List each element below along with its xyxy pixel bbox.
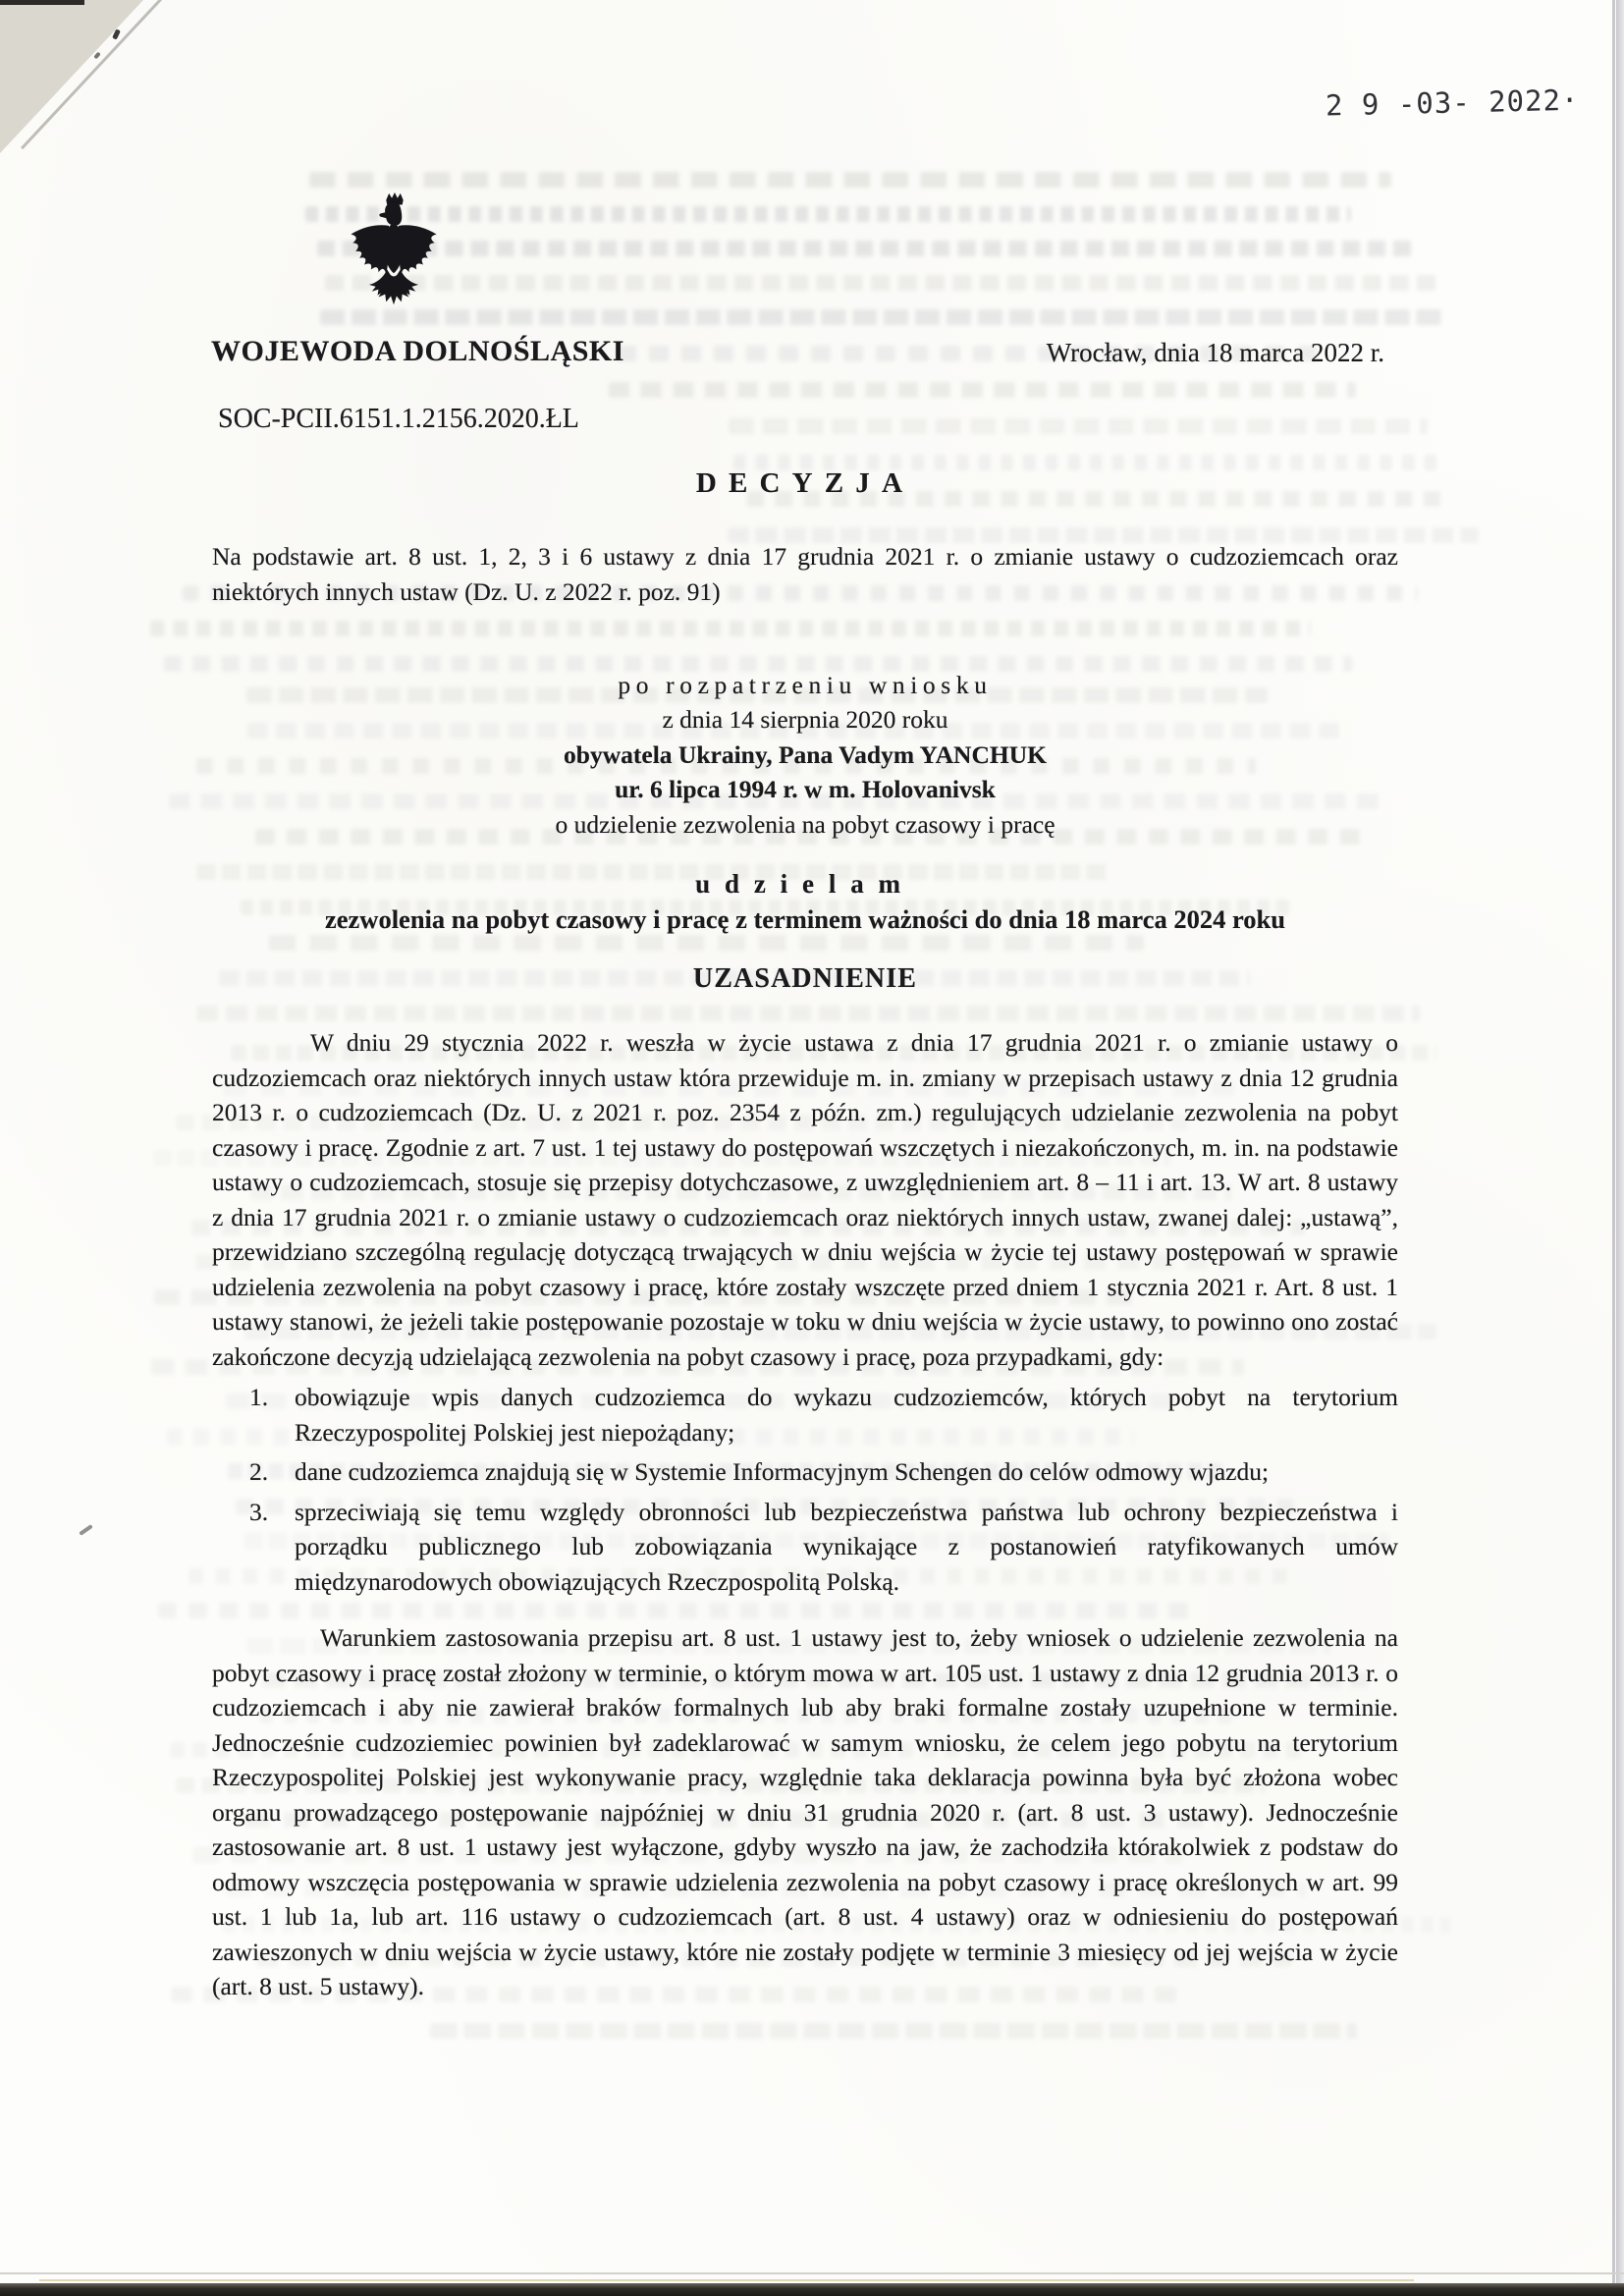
bleed-through-artifact: [150, 621, 1311, 636]
bleed-through-artifact: [729, 418, 1428, 434]
bleed-through-artifact: [196, 1006, 1421, 1021]
scan-bottom-line-artifact: [0, 2272, 1624, 2274]
document-title: DECYZJA: [695, 467, 915, 499]
condition-item-2: dane cudzoziemca znajdują się w Systemie Informacyjnym Schengen do celów odmowy wjazdu;: [295, 1457, 1270, 1486]
bleed-through-artifact: [317, 241, 1414, 256]
scan-corner-backing-artifact: [0, 0, 147, 155]
applicant-name: obywatela Ukrainy, Pana Vadym YANCHUK: [564, 739, 1047, 769]
consideration-intro: po rozpatrzeniu wniosku: [618, 671, 993, 699]
scan-right-edge-artifact: [1616, 0, 1624, 2296]
scan-bottom-gold-line-artifact: [39, 2279, 1414, 2281]
ruling-verb: udzielam: [695, 869, 915, 899]
conditions-list: [212, 1380, 1398, 1599]
received-date-stamp: 2 9 -03- 2022·: [1325, 82, 1580, 123]
consideration-block: [212, 668, 1398, 842]
bleed-through-artifact: [305, 206, 1351, 222]
condition-item-3: sprzeciwiają się temu względy obronności lub bezpieczeństwa państwa lub ochrony bezpieczeństwa i porządku publicznego lub zobowiązania wynikające z postanowień ratyfikowanych umów międzynarodowych obowiązujących Rzeczpospolitą Polską.: [295, 1497, 1398, 1596]
scan-right-edge-line-artifact: [1612, 0, 1615, 2296]
bleed-through-artifact: [430, 2023, 1357, 2039]
scan-top-edge-artifact: [0, 0, 84, 5]
place-and-date: Wrocław, dnia 18 marca 2022 r.: [1046, 338, 1384, 367]
scan-bottom-edge-band-artifact: [0, 2283, 1624, 2296]
legal-basis-paragraph: Na podstawie art. 8 ust. 1, 2, 3 i 6 ustawy z dnia 17 grudnia 2021 r. o zmianie ustawy o cudzoziemcach oraz niektórych innych ustaw (Dz. U. z 2022 r. poz. 91): [212, 542, 1398, 606]
bleed-through-artifact: [325, 275, 1438, 291]
case-reference-number: SOC-PCII.6151.1.2156.2020.ŁL: [218, 404, 579, 434]
application-date: z dnia 14 sierpnia 2020 roku: [662, 705, 948, 735]
condition-item-1: obowiązuje wpis danych cudzoziemca do wykazu cudzoziemców, których pobyt na terytorium Rzeczypospolitej Polskiej jest niepożądany;: [295, 1383, 1398, 1447]
bleed-through-artifact: [609, 382, 1356, 398]
bleed-through-artifact: [320, 309, 1445, 325]
bleed-through-artifact: [309, 172, 1391, 188]
issuer-name: WOJEWODA DOLNOŚLĄSKI: [211, 335, 624, 367]
justification-heading: UZASADNIENIE: [692, 963, 918, 994]
justification-paragraph-2: Warunkiem zastosowania przepisu art. 8 ust. 1 ustawy jest to, żeby wniosek o udzielenie zezwolenia na pobyt czasowy i pracę został złożony w terminie, o którym mowa w art. 105 ust. 1 ustawy z dnia 12 grudnia 2013 r. o cudzoziemcach i aby nie zawierał braków formalnych lub aby braki formalne zostały uzupełnione w terminie. Jednocześnie cudzoziemiec powinien był zadeklarować w samym wniosku, że celem jego pobytu na terytorium Rzeczypospolitej Polskiej jest wykonywanie pracy, względnie taka deklaracja powinna była być złożona wobec organu prowadzącego postępowanie najpóźniej w dniu 31 grudnia 2020 r. (art. 8 ust. 3 ustawy). Jednocześnie zastosowanie art. 8 ust. 1 ustawy jest wyłączone, gdyby wyszło na jaw, że zachodziła którakolwiek z podstaw do odmowy wszczęcia postępowania w sprawie udzielenia zezwolenia na pobyt czasowy i pracę określonych w art. 99 ust. 1 lub 1a, lub art. 116 ustawy o cudzoziemcach (art. 8 ust. 4 ustawy) oraz w odniesieniu do postępowań zawieszonych w dniu wejścia w życie ustawy, które nie zostały podjęte w terminie 3 miesięcy od jej wejścia w życie (art. 8 ust. 5 ustawy).: [212, 1623, 1398, 2000]
justification-body: [212, 1025, 1398, 2004]
scan-speck-artifact: [93, 52, 101, 60]
justification-paragraph-1: W dniu 29 stycznia 2022 r. weszła w życie ustawa z dnia 17 grudnia 2021 r. o zmianie ustawy o cudzoziemcach oraz niektórych innych ustaw która przewiduje m. in. zmiany w przepisach ustawy z dnia 12 grudnia 2013 r. o cudzoziemcach (Dz. U. z 2021 r. poz. 2354 z późn. zm.) regulujących udzielanie zezwolenia na pobyt czasowy i pracę. Zgodnie z art. 7 ust. 1 tej ustawy do postępowań wszczętych i niezakończonych, m. in. na podstawie ustawy o cudzoziemcach, stosuje się przepisy dotychczasowe, z uwzględnieniem art. 8 – 11 i art. 13. W art. 8 ustawy z dnia 17 grudnia 2021 r. o zmianie ustawy o cudzoziemcach oraz niektórych innych ustaw, zwanej dalej: „ustawą”, przewidziano szczególną regulację dotyczącą trwających w dniu wejścia w życie tej ustawy postępowań w sprawie udzielenia zezwolenia na pobyt czasowy i pracę, które zostały wszczęte przed dniem 1 stycznia 2021 r. Art. 8 ust. 1 ustawy stanowi, że jeżeli takie postępowanie pozostaje w toku w dniu wejścia w życie ustawy, to powinno ono zostać zakończone decyzją udzielającą zezwolenia na pobyt czasowy i pracę, poza przypadkami, gdy:: [212, 1028, 1398, 1371]
ruling-scope: zezwolenia na pobyt czasowy i pracę z terminem ważności do dnia 18 marca 2024 roku: [325, 904, 1285, 934]
bleed-through-artifact: [269, 935, 1144, 951]
application-subject: o udzielenie zezwolenia na pobyt czasowy i pracę: [555, 809, 1056, 839]
applicant-birth-info: ur. 6 lipca 1994 r. w m. Holovanivsk: [615, 775, 996, 804]
polish-eagle-emblem-icon: [336, 191, 452, 312]
margin-mark-artifact: [79, 1524, 93, 1536]
